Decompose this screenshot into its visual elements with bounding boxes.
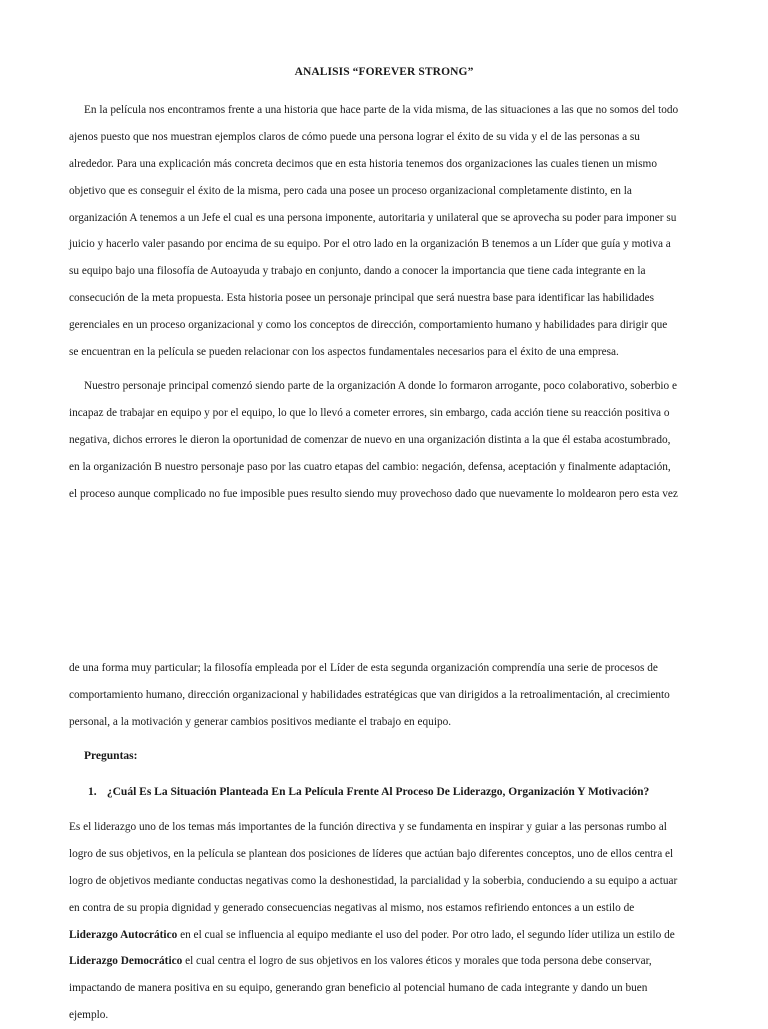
paragraph-line: gerenciales en un proceso organizacional y como los conceptos de dirección, comportamiento humano y habilidades para dirigir que [69, 319, 668, 332]
question-text: ¿Cuál Es La Situación Planteada En La Película Frente Al Proceso De Liderazgo, Organización Y Motivación? [106, 786, 650, 798]
paragraph-line: ejemplo. [69, 1009, 109, 1022]
answer-1 [69, 814, 701, 1029]
paragraph-line: de una forma muy particular; la filosofía empleada por el Líder de esta segunda organización comprendía una serie de procesos de [69, 662, 658, 674]
paragraph-line [69, 922, 701, 949]
paragraph-line: en contra de su propia dignidad y generado consecuencias negativas al mismo, nos estamos refiriendo entonces a un estilo de [69, 901, 635, 914]
questions-heading: Preguntas: [84, 750, 138, 762]
paragraph-line: impactando de manera positiva en su equipo, generando gran beneficio al potencial humano de cada integrante y dando un buen [69, 982, 648, 995]
paragraph-line: Nuestro personaje principal comenzó siendo parte de la organización A donde lo formaron arrogante, poco colaborativo, soberbio e [84, 380, 677, 392]
paragraph-line: personal, a la motivación y generar cambios positivos mediante el trabajo en equipo. [69, 715, 452, 728]
document-title: ANALISIS “FOREVER STRONG” [294, 66, 474, 78]
paragraph-character-continued [69, 655, 701, 736]
paragraph-line: comportamiento humano, dirección organizacional y habilidades estratégicas que van dirigidos a la retroalimentación, al crecimiento [69, 688, 670, 701]
paragraph-intro [69, 97, 701, 366]
paragraph-line: Es el liderazgo uno de los temas más importantes de la función directiva y se fundamenta en inspirar y guiar a las personas rumbo al [69, 821, 667, 833]
paragraph-line: logro de objetivos mediante conductas negativas como la deshonestidad, la parcialidad y la soberbia, conduciendo a su equipo a actuar [69, 874, 678, 887]
question-1 [88, 786, 649, 798]
paragraph-line: negativa, dichos errores le dieron la oportunidad de comenzar de nuevo en una organización distinta a la que él estaba acostumbrado, [69, 433, 671, 446]
line-text: el cual centra el logro de sus objetivos en los valores éticos y morales que toda persona debe conservar, [182, 955, 652, 968]
autocratic-leadership-term: Liderazgo Autocrático [69, 928, 178, 941]
paragraph-line: organización A tenemos a un Jefe el cual es una persona imponente, autoritaria y unilateral que se aprovecha su poder para imponer su [69, 211, 677, 224]
paragraph-line: ajenos puesto que nos muestran ejemplos claros de cómo puede una persona lograr el éxito de su vida y el de las personas a su [69, 130, 640, 143]
paragraph-line: su equipo bajo una filosofía de Autoayuda y trabajo en conjunto, dando a conocer la importancia que tiene cada integrante en la [69, 265, 646, 278]
paragraph-line: alrededor. Para una explicación más concreta decimos que en esta historia tenemos dos organizaciones las cuales tienen un mismo [69, 157, 657, 170]
line-text: en el cual se influencia al equipo mediante el uso del poder. Por otro lado, el segundo líder utiliza un estilo de [177, 928, 675, 941]
paragraph-line: el proceso aunque complicado no fue imposible pues resulto siendo muy provechoso dado que nuevamente lo moldearon pero esta vez [69, 487, 678, 500]
paragraph-line: logro de sus objetivos, en la película se plantean dos posiciones de líderes que actúan bajo diferentes conceptos, uno de ellos centra el [69, 847, 674, 860]
paragraph-line: consecución de la meta propuesta. Esta historia posee un personaje principal que será nuestra base para identificar las habilidades [69, 292, 655, 305]
paragraph-line: en la organización B nuestro personaje paso por las cuatro etapas del cambio: negación, defensa, aceptación y finalmente adaptación, [69, 460, 671, 473]
question-number: 1. [88, 786, 97, 798]
paragraph-line: juicio y hacerlo valer pasando por encima de su equipo. Por el otro lado en la organización B tenemos a un Líder que guía y motiva a [69, 238, 671, 251]
paragraph-character [69, 373, 701, 507]
paragraph-line [69, 948, 701, 975]
paragraph-line: objetivo que es conseguir el éxito de la misma, pero cada una posee un proceso organizacional completamente distinto, en la [69, 184, 632, 197]
paragraph-line: En la película nos encontramos frente a una historia que hace parte de la vida misma, de las situaciones a las que no somos del todo [84, 104, 679, 116]
democratic-leadership-term: Liderazgo Democrático [69, 955, 183, 968]
paragraph-line: incapaz de trabajar en equipo y por el equipo, lo que lo llevó a cometer errores, sin embargo, cada acción tiene su reacción positiva o [69, 406, 670, 419]
paragraph-line: se encuentran en la película se pueden relacionar con los aspectos fundamentales necesarios para el éxito de una empresa. [69, 346, 619, 359]
